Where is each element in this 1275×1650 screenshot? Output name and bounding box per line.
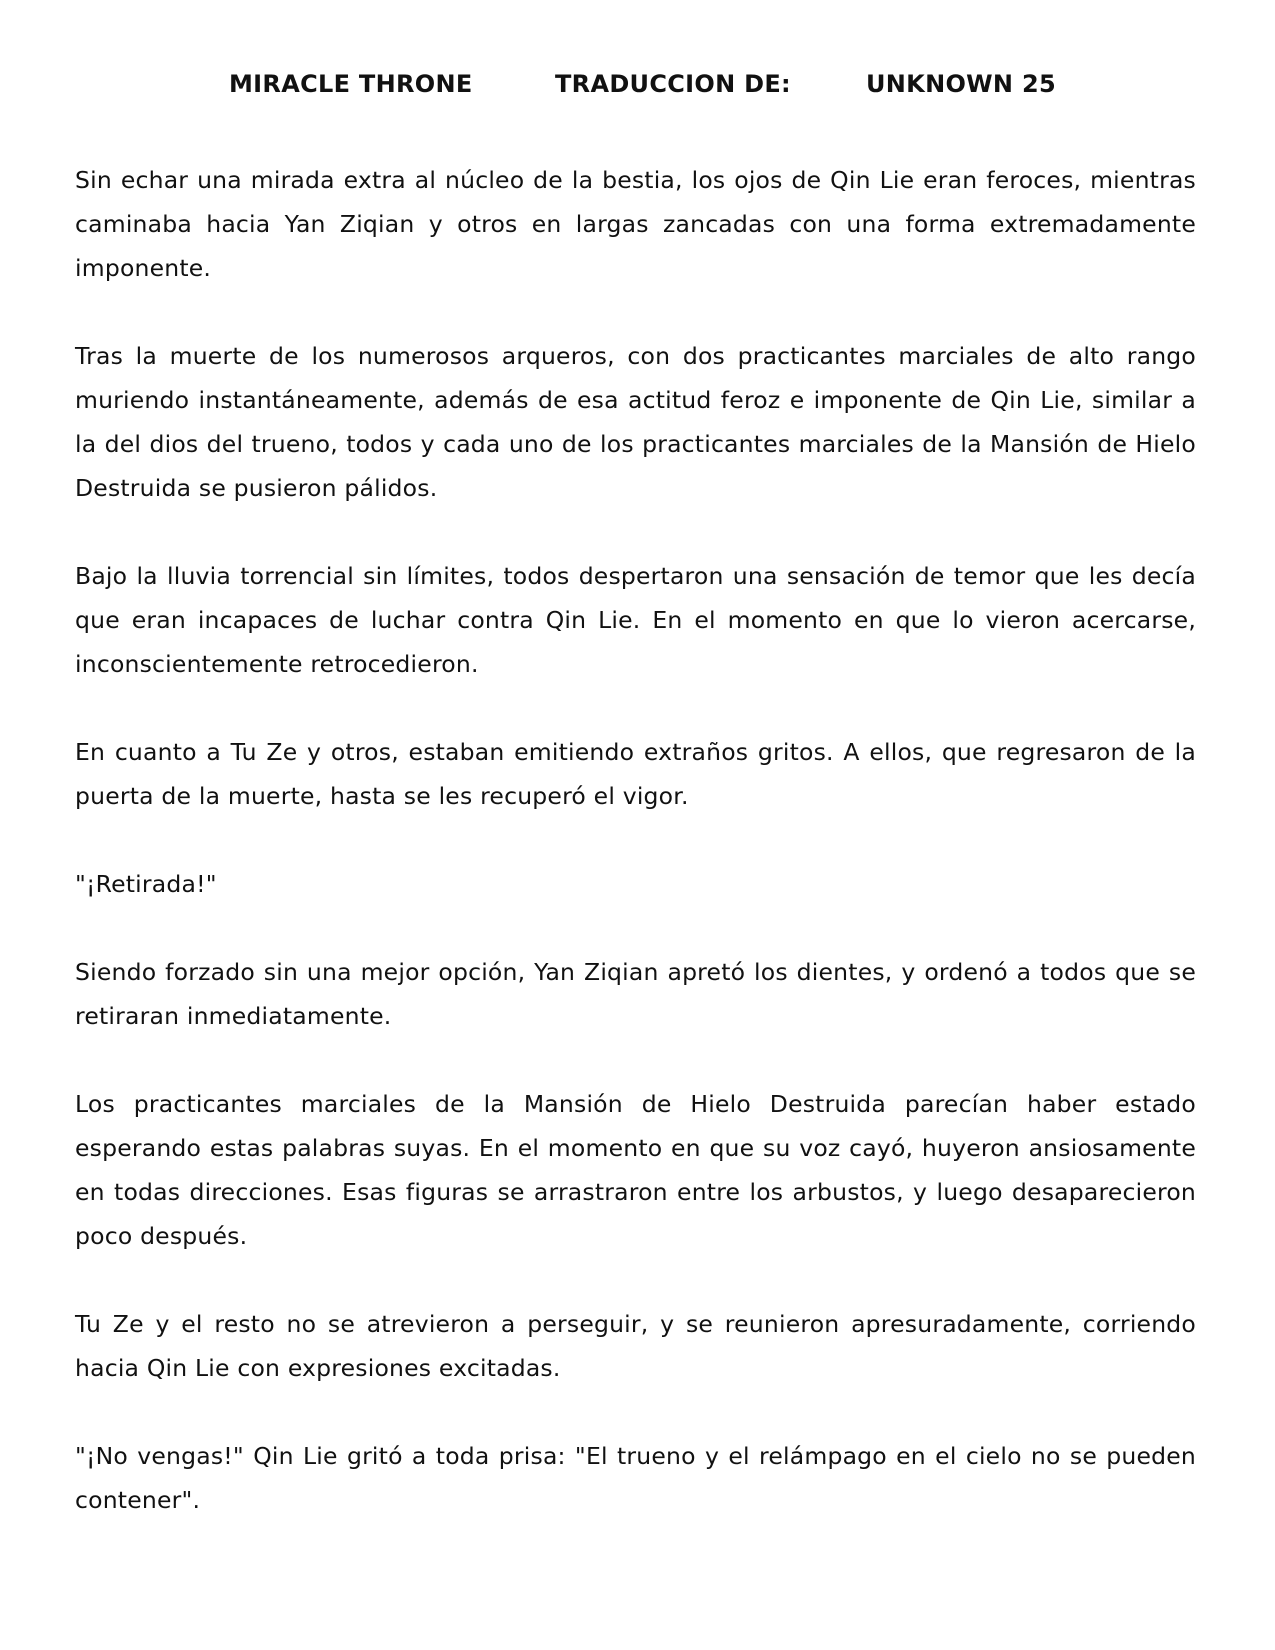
translator-name: UNKNOWN 25 — [866, 70, 1056, 98]
paragraph: "¡Retirada!" — [75, 870, 217, 898]
paragraph: Tras la muerte de los numerosos arqueros, con dos practicantes marciales de alto rango muriendo instantáneamente, además de esa actitud feroz e imponente de Qin Lie, similar a la del dios del trueno, todos y cada uno de los practicantes marciales de la Mansión de Hielo Destruida se pusieron pálidos. — [75, 342, 1196, 502]
paragraph: Siendo forzado sin una mejor opción, Yan Ziqian apretó los dientes, y ordenó a todos que se retiraran inmediatamente. — [75, 958, 1196, 1030]
paragraph: Los practicantes marciales de la Mansión de Hielo Destruida parecían haber estado esperando estas palabras suyas. En el momento en que su voz cayó, huyeron ansiosamente en todas direcciones. Esas figuras se arrastraron entre los arbustos, y luego desaparecieron poco después. — [75, 1090, 1196, 1250]
chapter-body — [75, 158, 1196, 1566]
page-header — [0, 70, 1275, 110]
paragraph: "¡No vengas!" Qin Lie gritó a toda prisa: "El trueno y el relámpago en el cielo no se pueden contener". — [75, 1442, 1196, 1514]
paragraph: Bajo la lluvia torrencial sin límites, todos despertaron una sensación de temor que les decía que eran incapaces de luchar contra Qin Lie. En el momento en que lo vieron acercarse, inconscientemente retrocedieron. — [75, 562, 1196, 678]
translation-label: TRADUCCION DE: — [555, 70, 791, 98]
paragraph: Tu Ze y el resto no se atrevieron a perseguir, y se reunieron apresuradamente, corriendo hacia Qin Lie con expresiones excitadas. — [75, 1310, 1196, 1382]
paragraph: Sin echar una mirada extra al núcleo de la bestia, los ojos de Qin Lie eran feroces, mientras caminaba hacia Yan Ziqian y otros en largas zancadas con una forma extremadamente imponente. — [75, 166, 1196, 282]
novel-title: MIRACLE THRONE — [229, 70, 473, 98]
paragraph: En cuanto a Tu Ze y otros, estaban emitiendo extraños gritos. A ellos, que regresaron de la puerta de la muerte, hasta se les recuperó el vigor. — [75, 738, 1196, 810]
